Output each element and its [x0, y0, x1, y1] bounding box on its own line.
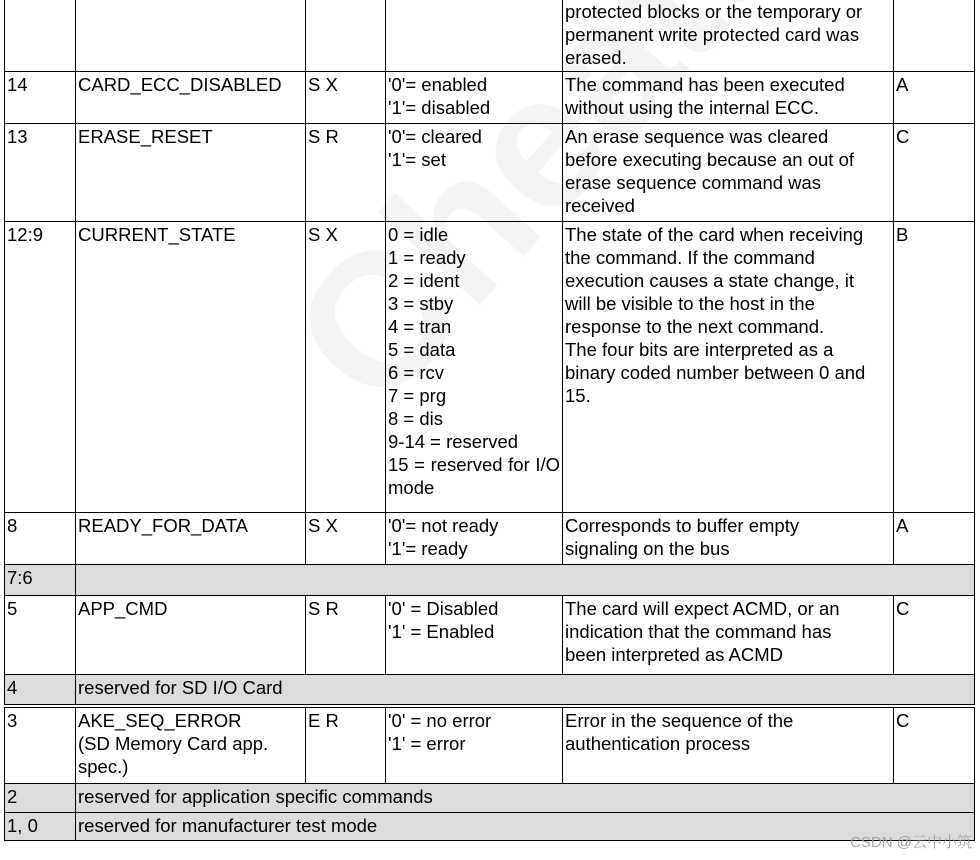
field-name-cell: READY_FOR_DATA [76, 513, 306, 565]
table-row [5, 72, 975, 124]
table-row [5, 222, 975, 513]
field-name-cell: ERASE_RESET [76, 124, 306, 222]
clear-condition-cell: C [894, 124, 975, 222]
field-name-cell: CARD_ECC_DISABLED [76, 72, 306, 124]
clear-condition-cell: A [894, 513, 975, 565]
field-name-cell: CURRENT_STATE [76, 222, 306, 513]
bit-cell: 2 [5, 784, 76, 813]
type-cell: E R [306, 706, 386, 784]
value-cell: '0'= not ready '1'= ready [386, 513, 563, 565]
table-row [5, 784, 975, 813]
table-row [5, 706, 975, 784]
description-cell: An erase sequence was cleared before executing because an out of erase sequence command was received [563, 124, 894, 222]
bit-cell: 1, 0 [5, 813, 76, 841]
value-cell: '0'= enabled '1'= disabled [386, 72, 563, 124]
table-row [5, 813, 975, 841]
reserved-span-cell: reserved for manufacturer test mode [76, 813, 975, 841]
field-name-cell [76, 0, 306, 72]
type-cell: S X [306, 72, 386, 124]
table-row [5, 596, 975, 675]
description-cell: The command has been executed without using the internal ECC. [563, 72, 894, 124]
reserved-span-cell [76, 565, 975, 596]
field-name-cell: AKE_SEQ_ERROR (SD Memory Card app. spec.) [76, 706, 306, 784]
reserved-span-cell: reserved for SD I/O Card [76, 675, 975, 707]
type-cell [306, 0, 386, 72]
bit-cell: 5 [5, 596, 76, 675]
clear-condition-cell: C [894, 596, 975, 675]
bit-cell: 8 [5, 513, 76, 565]
card-status-table [4, 0, 975, 841]
bit-cell: 4 [5, 675, 76, 707]
bit-cell: 7:6 [5, 565, 76, 596]
clear-condition-cell: A [894, 72, 975, 124]
table-row [5, 0, 975, 72]
reserved-span-cell: reserved for application specific commands [76, 784, 975, 813]
description-cell: Corresponds to buffer empty signaling on the bus [563, 513, 894, 565]
value-cell: '0' = no error '1' = error [386, 706, 563, 784]
clear-condition-cell: C [894, 706, 975, 784]
value-cell: '0' = Disabled '1' = Enabled [386, 596, 563, 675]
description-cell: The card will expect ACMD, or an indication that the command has been interpreted as ACMD [563, 596, 894, 675]
type-cell: S X [306, 513, 386, 565]
table-row [5, 124, 975, 222]
bit-cell: 14 [5, 72, 76, 124]
value-cell: '0'= cleared '1'= set [386, 124, 563, 222]
description-cell: protected blocks or the temporary or permanent write protected card was erased. [563, 0, 894, 72]
csdn-watermark: CSDN @云中小筑 [850, 834, 972, 851]
clear-condition-cell: B [894, 222, 975, 513]
value-cell: 0 = idle 1 = ready 2 = ident 3 = stby 4 = tran 5 = data 6 = rcv 7 = prg 8 = dis 9-14 = reserved 15 = reserved for I/O mode [386, 222, 563, 513]
description-cell: The state of the card when receiving the command. If the command execution causes a state change, it will be visible to the host in the response to the next command. The four bits are interpreted as a binary coded number between 0 and 15. [563, 222, 894, 513]
table-row [5, 513, 975, 565]
type-cell: S R [306, 124, 386, 222]
table-row [5, 565, 975, 596]
type-cell: S X [306, 222, 386, 513]
bit-cell: 13 [5, 124, 76, 222]
table-row [5, 675, 975, 707]
bit-cell: 3 [5, 706, 76, 784]
bit-cell [5, 0, 76, 72]
value-cell [386, 0, 563, 72]
type-cell: S R [306, 596, 386, 675]
description-cell: Error in the sequence of the authentication process [563, 706, 894, 784]
clear-condition-cell [894, 0, 975, 72]
field-name-cell: APP_CMD [76, 596, 306, 675]
bit-cell: 12:9 [5, 222, 76, 513]
